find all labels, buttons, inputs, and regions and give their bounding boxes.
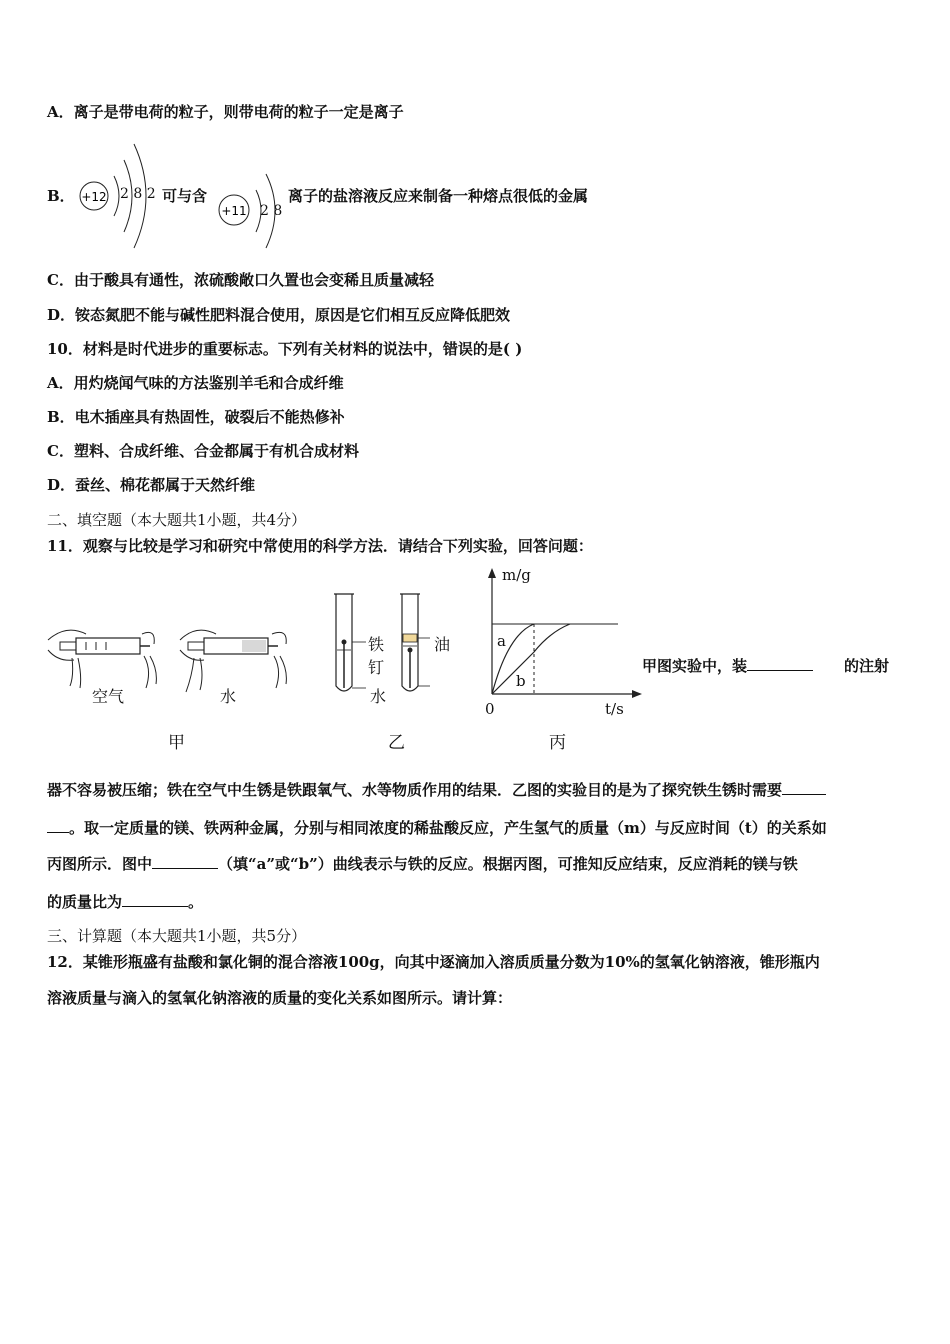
jia-caption: 甲 [168, 733, 185, 753]
bing-curve-a-label: a [497, 632, 506, 650]
mg-shell-electrons: 2 8 2 [120, 186, 156, 202]
q10-option-a: A．用灼烧闻气味的方法鉴别羊毛和合成纤维 [47, 374, 344, 392]
section-3-heading: 三、计算题（本大题共1小题，共5分） [47, 927, 307, 945]
y-axis-arrow-icon [488, 568, 496, 578]
q12-line-1: 12．某锥形瓶盛有盐酸和氯化铜的混合溶液100g，向其中逐滴加入溶质质量分数为10%的氢氧化钠溶液，锥形瓶内 [47, 953, 820, 971]
yi-label-iron: 铁 [368, 635, 385, 654]
q9-option-b-middle: 可与含 [162, 187, 208, 205]
blank-2a[interactable] [782, 780, 826, 795]
yi-label-oil: 油 [434, 635, 451, 654]
q11-inline-text-1: 甲图实验中，装 [642, 656, 813, 676]
q10-option-d: D．蚕丝、棉花都属于天然纤维 [47, 476, 256, 494]
q9-option-d: D．铵态氮肥不能与碱性肥料混合使用，原因是它们相互反应降低肥效 [47, 306, 511, 324]
q11-line-2: 器不容易被压缩；铁在空气中生锈是铁跟氧气、水等物质作用的结果．乙图的实验目的是为了探究铁生锈时需要 [47, 780, 826, 800]
q9-option-b-tail: 离子的盐溶液反应来制备一种熔点很低的金属 [288, 187, 589, 205]
na-shell-electrons: 2 8 [260, 203, 283, 219]
blank-1[interactable] [747, 656, 813, 671]
bing-xlabel: t/s [605, 700, 624, 718]
q10-option-c: C．塑料、合成纤维、合金都属于有机合成材料 [47, 442, 359, 460]
q10-option-b: B．电木插座具有热固性，破裂后不能热修补 [47, 408, 345, 426]
q9-option-b-label: B． [47, 187, 75, 205]
q9-option-a: A．离子是带电荷的粒子，则带电荷的粒子一定是离子 [47, 103, 404, 121]
q10-stem: 10．材料是时代进步的重要标志。下列有关材料的说法中，错误的是( ) [47, 340, 523, 358]
yi-label-water: 水 [370, 687, 387, 706]
blank-2b[interactable] [47, 818, 69, 833]
bing-origin: 0 [485, 700, 495, 718]
q11-stem: 11．观察与比较是学习和研究中常使用的科学方法．请结合下列实验，回答问题： [47, 537, 593, 555]
q11-line-5: 的质量比为 。 [47, 893, 204, 911]
blank-3[interactable] [152, 854, 218, 869]
yi-caption: 乙 [388, 733, 405, 753]
q11-line-3: 。取一定质量的镁、铁两种金属，分别与相同浓度的稀盐酸反应，产生氢气的质量（m）与反应时间（t）的关系如 [47, 818, 827, 838]
x-axis-arrow-icon [632, 690, 642, 698]
yi-label-nail: 钉 [368, 658, 385, 677]
section-2-heading: 二、填空题（本大题共1小题，共4分） [47, 511, 307, 529]
q11-line-4: 丙图所示．图中 （填“a”或“b”）曲线表示与铁的反应。根据丙图，可推知反应结束，反应消耗的镁与铁 [47, 855, 798, 873]
q11-inline-text-2: 的注射 [844, 657, 890, 675]
na-nucleus: +11 [221, 204, 247, 218]
jia-label-water: 水 [220, 687, 237, 706]
bing-ylabel: m/g [502, 566, 531, 584]
q12-line-2: 溶液质量与滴入的氢氧化钠溶液的质量的变化关系如图所示。请计算： [47, 989, 513, 1007]
blank-4[interactable] [122, 892, 188, 907]
figure-jia-syringes [46, 620, 296, 702]
bing-caption: 丙 [549, 733, 566, 753]
jia-label-air: 空气 [92, 687, 125, 706]
q9-option-c: C．由于酸具有通性，浓硫酸敞口久置也会变稀且质量减轻 [47, 271, 434, 289]
bing-curve-b-label: b [516, 672, 526, 690]
mg-nucleus: +12 [81, 190, 107, 204]
